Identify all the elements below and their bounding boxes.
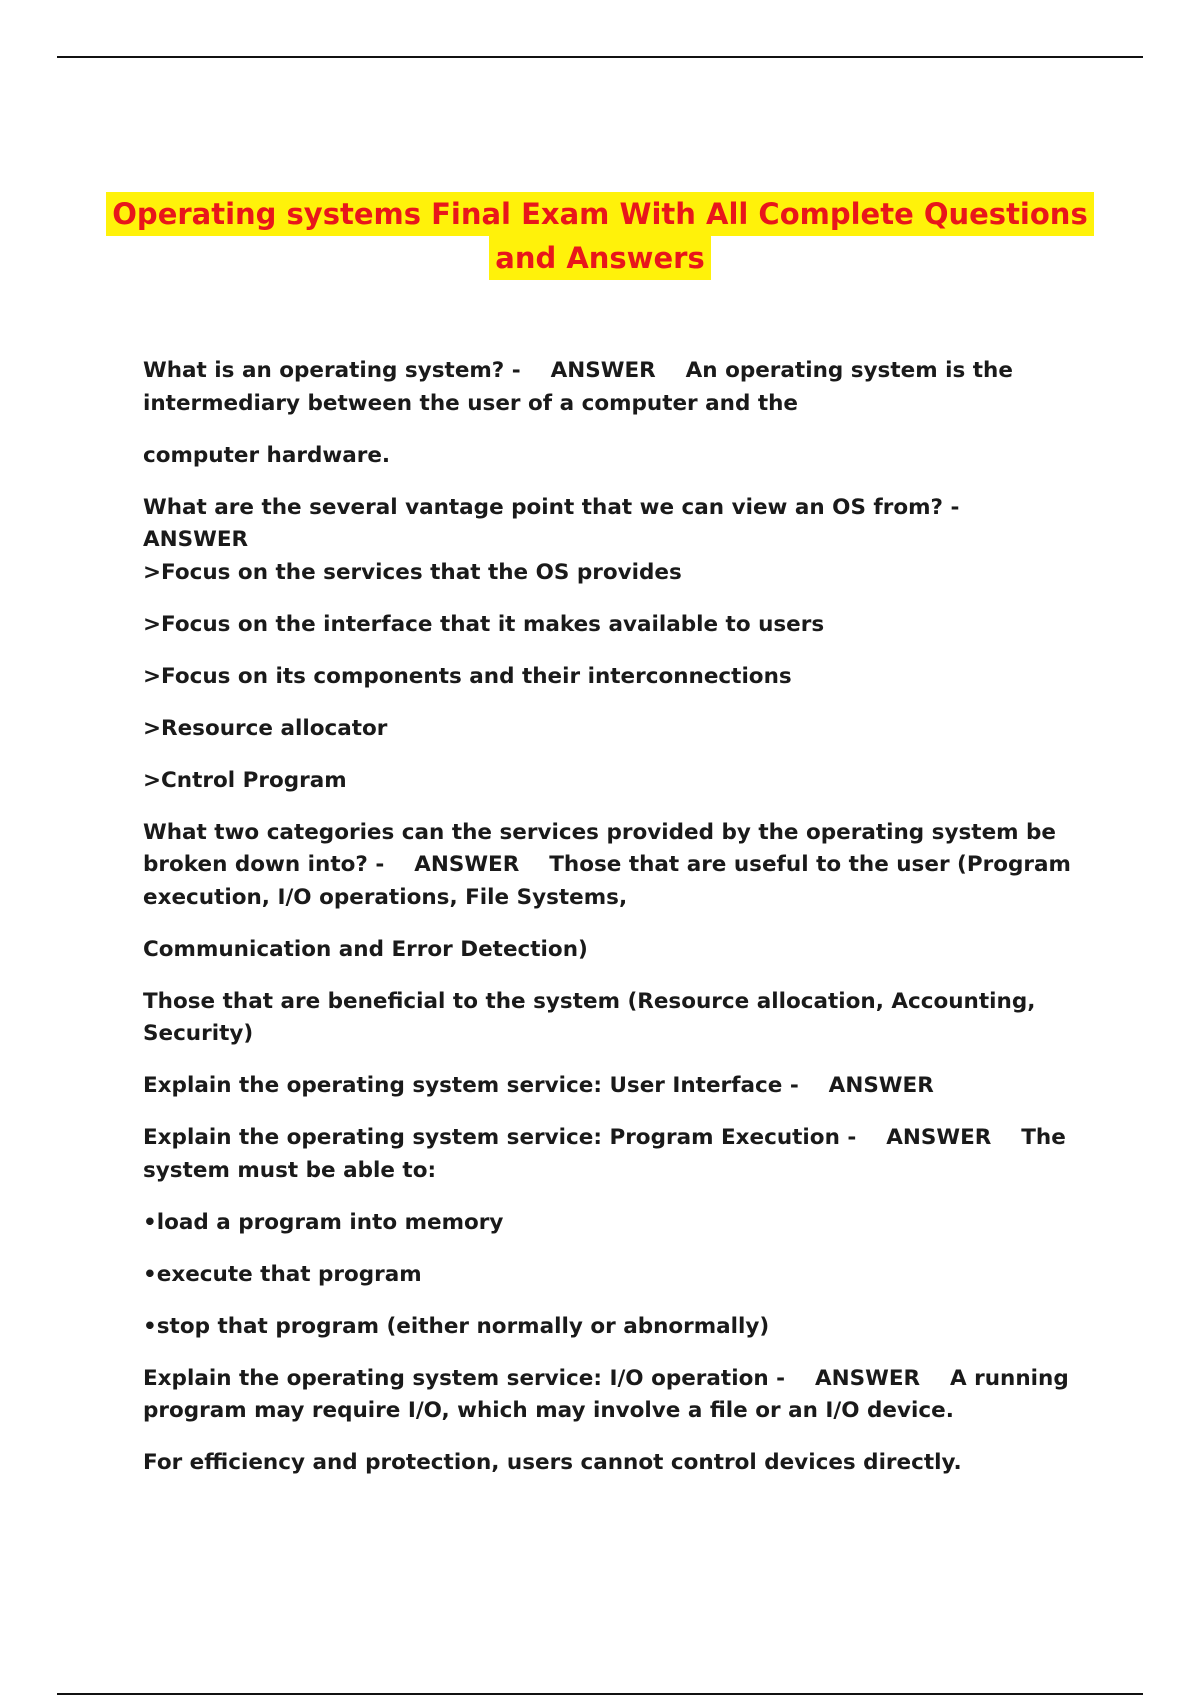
paragraph: What is an operating system? - ANSWER An operating system is the intermediary between the user of a computer and the xyxy=(143,358,1013,416)
paragraph: Explain the operating system service: User Interface - ANSWER xyxy=(143,1073,934,1098)
document-title xyxy=(0,192,1200,280)
paragraph: Those that are beneficial to the system (Resource allocation, Accounting, Security) xyxy=(143,988,1036,1046)
paragraph: computer hardware. xyxy=(143,442,391,468)
paragraph: Communication and Error Detection) xyxy=(143,936,588,962)
paragraph: >Focus on the interface that it makes available to users xyxy=(143,611,825,637)
paragraph: •stop that program (either normally or abnormally) xyxy=(143,1313,770,1339)
paragraph: >Focus on its components and their interconnections xyxy=(143,663,792,689)
paragraph: What are the several vantage point that we can view an OS from? - ANSWER >Focus on the services that the OS provides xyxy=(143,494,960,585)
paragraph: >Cntrol Program xyxy=(143,767,347,793)
footer-rule xyxy=(57,1693,1143,1695)
paragraph: Explain the operating system service: I/O operation - ANSWER A running program may require I/O, which may involve a file or an I/O device. xyxy=(143,1365,1069,1423)
paragraph: •execute that program xyxy=(143,1261,422,1287)
paragraph: •load a program into memory xyxy=(143,1209,504,1235)
title-line-1: Operating systems Final Exam With All Complete Questions xyxy=(106,192,1093,236)
document-body xyxy=(143,355,1083,1499)
paragraph: Explain the operating system service: Program Execution - ANSWER The system must be able to: xyxy=(143,1125,1066,1183)
paragraph: What two categories can the services provided by the operating system be broken down into? - ANSWER Those that are useful to the user (Program execution, I/O operations, File Systems, xyxy=(143,819,1071,910)
header-rule xyxy=(57,56,1143,58)
title-line-2: and Answers xyxy=(489,236,710,280)
paragraph: >Resource allocator xyxy=(143,715,388,741)
paragraph: For efficiency and protection, users cannot control devices directly. xyxy=(143,1450,962,1475)
